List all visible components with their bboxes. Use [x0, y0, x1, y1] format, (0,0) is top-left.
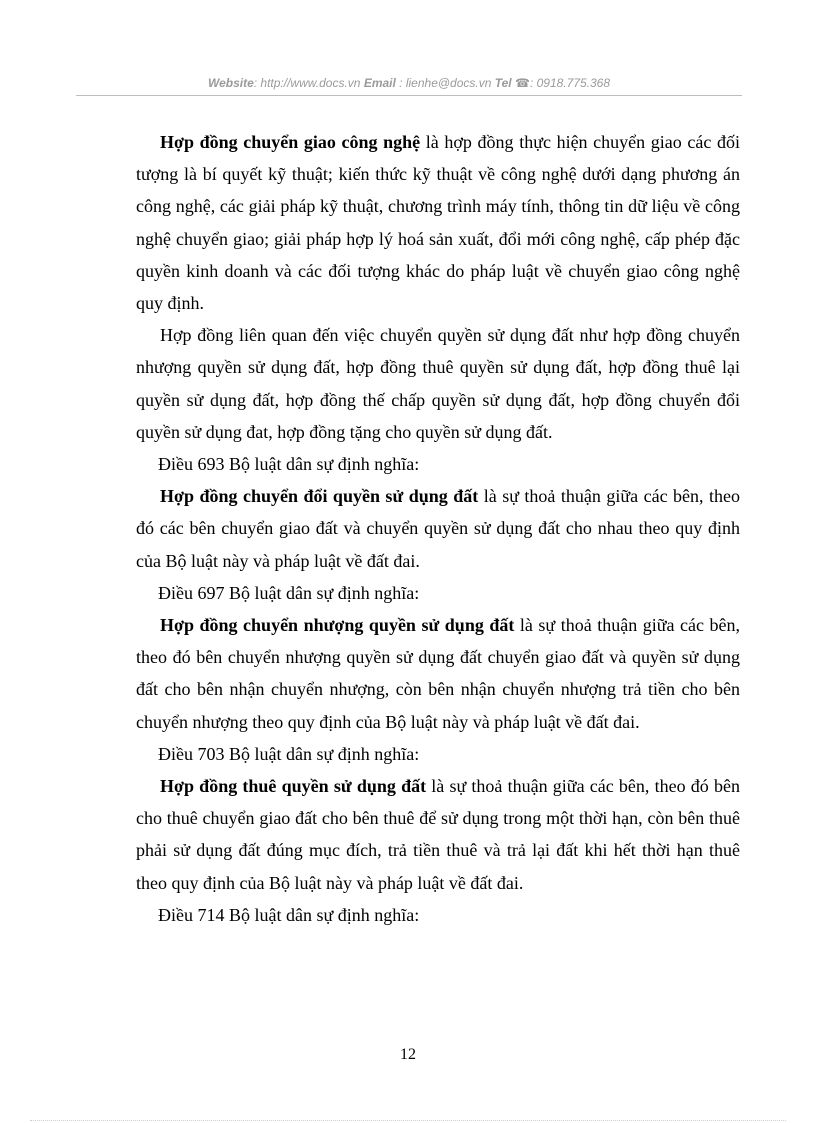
term-land-transfer: Hợp đồng chuyển nhượng quyền sử dụng đất [160, 615, 515, 636]
paragraph-text: là hợp đồng thực hiện chuyển giao các đối tượng là bí quyết kỹ thuật; kiến thức kỹ thuật về công nghệ dưới dạng phương án công nghệ, các giải pháp kỹ thuật, chương trình máy tính, thông tin dữ liệu về công nghệ chuyển giao; giải pháp hợp lý hoá sản xuất, đổi mới công nghệ, cấp phép đặc quyền kinh doanh và các đối tượng khác do pháp luật về chuyển giao công nghệ quy định. [136, 132, 740, 314]
website-label: Website [207, 76, 254, 90]
paragraph-text: Hợp đồng liên quan đến việc chuyển quyền sử dụng đất như hợp đồng chuyển nhượng quyền sử dụng đất, hợp đồng thuê quyền sử dụng đất, hợp đồng thuê lại quyền sử dụng đất, hợp đồng thế chấp quyền sử dụng đất, hợp đồng chuyển đổi quyền sử dụng đat, hợp đồng tặng cho quyền sử dụng đất. [136, 325, 740, 442]
article-703-heading [136, 738, 740, 770]
paragraph-land-use-contracts [136, 319, 740, 448]
header-divider [76, 95, 742, 96]
paragraph-text: Điều 714 Bộ luật dân sự định nghĩa: [158, 904, 420, 925]
website-value: : http://www.docs.vn [253, 76, 361, 90]
page-number: 12 [400, 1046, 416, 1063]
article-714-heading [136, 899, 740, 931]
term-land-lease: Hợp đồng thuê quyền sử dụng đất [160, 776, 427, 797]
paragraph-text: Điều 703 Bộ luật dân sự định nghĩa: [158, 743, 420, 764]
article-697-heading [136, 577, 740, 609]
paragraph-text: Điều 697 Bộ luật dân sự định nghĩa: [158, 582, 420, 603]
article-693-heading [136, 448, 740, 480]
term-land-exchange: Hợp đồng chuyển đổi quyền sử dụng đất [160, 486, 479, 507]
phone-icon: ☎ [515, 76, 530, 90]
paragraph-land-transfer [136, 609, 740, 738]
paragraph-land-exchange [136, 480, 740, 577]
paragraph-land-lease [136, 770, 740, 899]
paragraph-text: là sự thoả thuận giữa các bên, theo đó các bên chuyển giao đất và chuyển quyền sử dụng đất cho nhau theo quy định của Bộ luật này và pháp luật về đất đai. [136, 486, 740, 571]
paragraph-text: là sự thoả thuận giữa các bên, theo đó bên chuyển nhượng quyền sử dụng đất chuyển giao đất và quyền sử dụng đất cho bên nhận chuyển nhượng, còn bên nhận chuyển nhượng trả tiền cho bên chuyển nhượng theo quy định của Bộ luật này và pháp luật về đất đai. [136, 615, 740, 732]
email-value: : lienhe@docs.vn [399, 76, 492, 90]
paragraph-technology-transfer [136, 126, 740, 319]
tel-label: Tel [494, 76, 512, 90]
term-technology-transfer: Hợp đồng chuyển giao công nghệ [160, 132, 421, 152]
tel-value: : 0918.775.368 [529, 76, 611, 90]
document-body [136, 126, 740, 931]
footer-divider [30, 1120, 786, 1121]
paragraph-text: Điều 693 Bộ luật dân sự định nghĩa: [158, 454, 420, 475]
email-label: Email [363, 76, 396, 90]
paragraph-text: là sự thoả thuận giữa các bên, theo đó bên cho thuê chuyển giao đất cho bên thuê để sử dụng trong một thời hạn, còn bên thuê phải sử dụng đất đúng mục đích, trả tiền thuê và trả lại đất khi hết thời hạn thuê theo quy định của Bộ luật này và pháp luật về đất đai. [136, 776, 740, 893]
page-header [76, 76, 742, 90]
